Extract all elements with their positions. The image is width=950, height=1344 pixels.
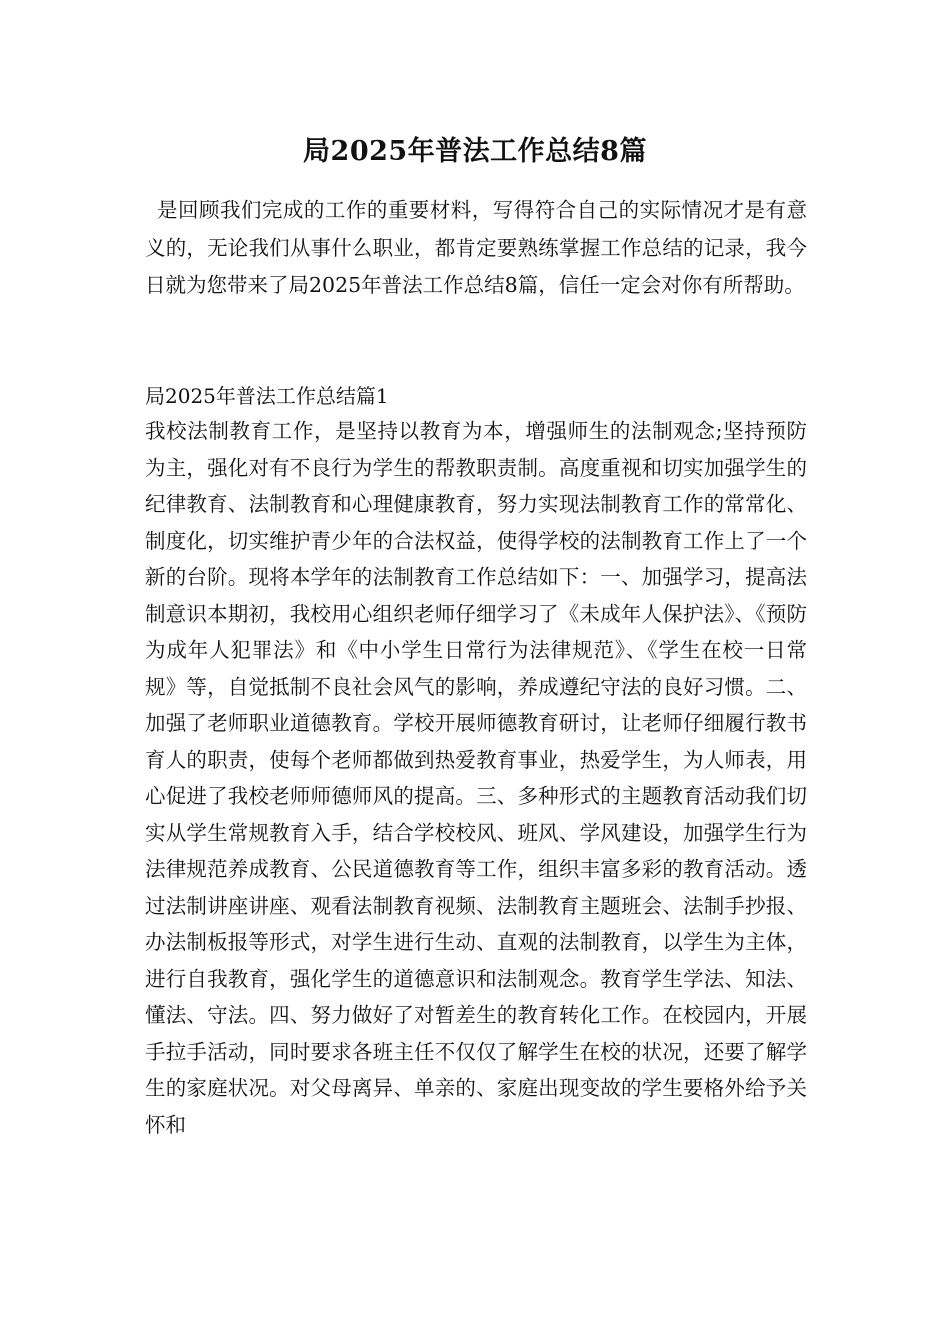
section-heading: 局2025年普法工作总结篇1 (145, 384, 389, 408)
body-paragraph: 我校法制教育工作，是坚持以教育为本，增强师生的法制观念;坚持预防为主，强化对有不良行为学生的帮教职责制。高度重视和切实加强学生的纪律教育、法制教育和心理健康教育，努力实现法制教育工作的常常化、制度化，切实维护青少年的合法权益，使得学校的法制教育工作上了一个新的台阶。现将本学年的法制教育工作总结如下：一、加强学习，提高法制意识本期初，我校用心组织老师仔细学习了《未成年人保护法》、《预防为成年人犯罪法》和《中小学生日常行为法律规范》、《学生在校一日常规》等，自觉抵制不良社会风气的影响，养成遵纪守法的良好习惯。二、加强了老师职业道德教育。学校开展师德教育研讨，让老师仔细履行教书育人的职责，使每个老师都做到热爱教育事业，热爱学生，为人师表，用心促进了我校老师师德师风的提高。三、多种形式的主题教育活动我们切实从学生常规教育入手，结合学校校风、班风、学风建设，加强学生行为法律规范养成教育、公民道德教育等工作，组织丰富多彩的教育活动。透过法制讲座讲座、观看法制教育视频、法制教育主题班会、法制手抄报、办法制板报等形式，对学生进行生动、直观的法制教育，以学生为主体，进行自我教育，强化学生的道德意识和法制观念。教育学生学法、知法、懂法、守法。四、努力做好了对暂差生的教育转化工作。在校园内，开展手拉手活动，同时要求各班主任不仅仅了解学生在校的状况，还要了解学生的家庭状况。对父母离异、单亲的、家庭出现变故的学生要格外给予关怀和 (145, 419, 807, 1137)
intro-paragraph: 是回顾我们完成的工作的重要材料，写得符合自己的实际情况才是有意义的，无论我们从事什么职业，都肯定要熟练掌握工作总结的记录，我今日就为您带来了局2025年普法工作总结8篇，信任一定会对你有所帮助。 (145, 198, 807, 298)
document-title: 局2025年普法工作总结8篇 (303, 136, 647, 167)
